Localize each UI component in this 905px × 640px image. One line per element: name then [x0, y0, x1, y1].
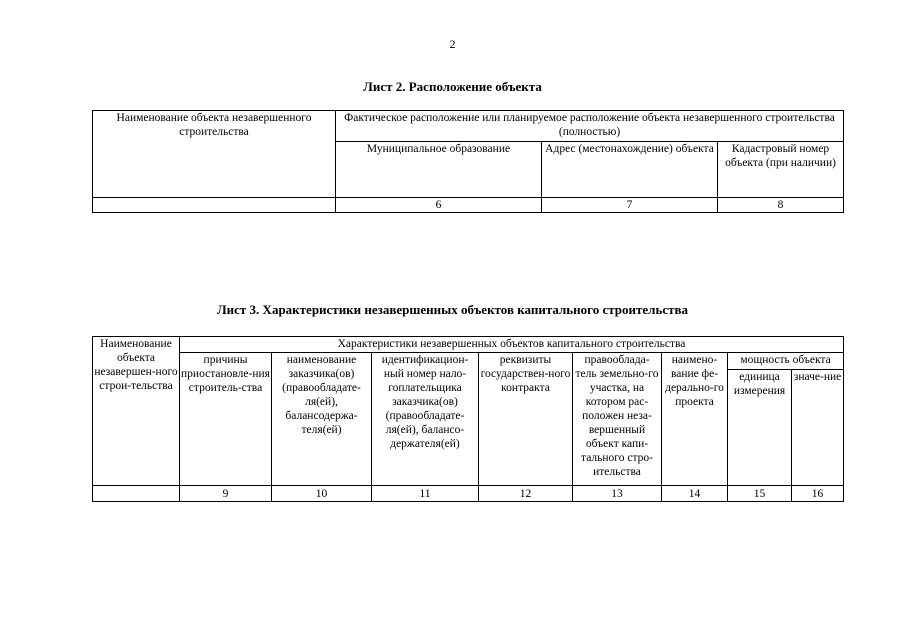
- column-number: 9: [180, 486, 272, 502]
- header-value: значе-ние: [792, 370, 844, 486]
- header-federal-project: наимено-вание фе-дерально-го проекта: [662, 353, 728, 486]
- header-characteristics: Характеристики незавершенных объектов капитального строительства: [180, 337, 844, 353]
- header-taxpayer-id: идентификацион-ный номер нало-гоплательщика заказчика(ов) (правообладате-ля(ей), балансо-держателя(ей): [372, 353, 479, 486]
- sheet3-title: Лист 3. Характеристики незавершенных объектов капитального строительства: [216, 302, 689, 317]
- column-number: 7: [542, 198, 718, 213]
- header-municipal: Муниципальное образование: [336, 142, 542, 198]
- sheet2-title: Лист 2. Расположение объекта: [363, 79, 542, 94]
- location-table: [92, 110, 844, 213]
- header-object-name: Наименование объекта незавершенного строительства: [93, 111, 336, 198]
- column-number: 14: [662, 486, 728, 502]
- column-number: 10: [272, 486, 372, 502]
- header-object-name: Наименование объекта незавершен-ного строи-тельства: [93, 337, 180, 486]
- column-number: 15: [728, 486, 792, 502]
- header-location: Фактическое расположение или планируемое расположение объекта незавершенного строительства (полностью): [336, 111, 844, 142]
- header-contract: реквизиты государствен-ного контракта: [479, 353, 573, 486]
- column-number: 16: [792, 486, 844, 502]
- column-number: 8: [718, 198, 844, 213]
- column-number: 12: [479, 486, 573, 502]
- column-number: 13: [573, 486, 662, 502]
- header-land-owner: правооблада-тель земельно-го участка, на котором рас-положен неза-вершенный объект капи-тального стро-ительства: [573, 353, 662, 486]
- column-number: 11: [372, 486, 479, 502]
- page-number: 2: [449, 37, 456, 51]
- header-unit: единица измерения: [728, 370, 792, 486]
- header-capacity: мощность объекта: [728, 353, 844, 370]
- column-number: 6: [336, 198, 542, 213]
- header-customer: наименование заказчика(ов) (правообладате-ля(ей), балансодержа-теля(ей): [272, 353, 372, 486]
- header-address: Адрес (местонахождение) объекта: [542, 142, 718, 198]
- header-cadastral: Кадастровый номер объекта (при наличии): [718, 142, 844, 198]
- column-number: [93, 198, 336, 213]
- characteristics-table: [92, 336, 844, 502]
- column-number: [93, 486, 180, 502]
- header-suspension-reasons: причины приостановле-ния строитель-ства: [180, 353, 272, 486]
